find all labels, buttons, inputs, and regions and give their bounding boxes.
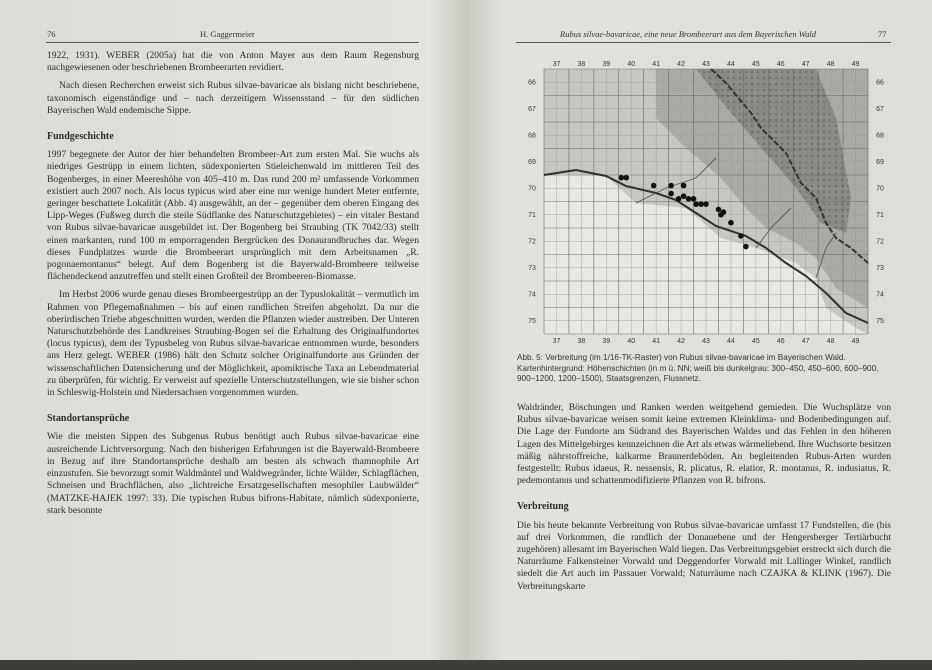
y-tick-label-left: 72: [528, 238, 536, 246]
occurrence-dot: [623, 175, 629, 181]
x-tick-label-top: 43: [702, 61, 710, 68]
page-number-left: 76: [47, 29, 56, 39]
x-tick-label-top: 42: [677, 61, 685, 68]
x-tick-label-bottom: 49: [851, 338, 860, 343]
left-page: [0, 0, 466, 660]
paragraph: Die bis heute bekannte Verbreitung von Rubus silvae-bavaricae umfasst 17 Fundstellen, die (bis auf drei Vorkommen, die randlich der Donauebene und der Hengersberger Tertiärbucht zugehören) allesamt im Bayerischen Wald liegen. Das Verbreitungsgebiet erstreckt sich durch die Naturräume Falkensteiner Vorwald und Deggendorfer Vorwald mit Lallinger Winkel, randlich siedelt die Art auch im Passauer Vorwald; Naturräume nach CZAJKA & KLINK (1967). Die Verbreitungskarte: [517, 519, 891, 592]
x-tick-label-bottom: 43: [702, 338, 710, 343]
y-tick-label-left: 73: [528, 264, 536, 272]
occurrence-dot: [728, 220, 734, 226]
occurrence-dot: [681, 183, 687, 189]
y-tick-label-right: 71: [876, 211, 884, 219]
paragraph: 1922, 1931). WEBER (2005a) hat die von Anton Mayer aus dem Raum Regensburg nachgewiesenen oder beschriebenen Brombeerarten revidiert.: [47, 50, 419, 74]
y-tick-label-left: 66: [528, 79, 536, 87]
y-tick-label-right: 69: [876, 158, 884, 166]
occurrence-dot: [693, 201, 699, 207]
table-surface: [0, 660, 932, 670]
occurrence-dot: [668, 183, 674, 189]
x-tick-label-bottom: 48: [826, 338, 835, 343]
x-tick-label-bottom: 40: [627, 338, 636, 343]
x-tick-label-bottom: 41: [652, 338, 661, 343]
occurrence-dot: [691, 196, 697, 202]
x-tick-label-top: 39: [602, 61, 611, 68]
occurrence-dot: [716, 207, 722, 213]
paragraph: Nach diesen Recherchen erweist sich Rubus silvae-bavaricae als bislang nicht beschriebene, taxonomisch eigenständige und – nach derzeitigem Wissensstand – für den südlichen Bayerischen Wald endemische Sippe.: [47, 80, 419, 116]
x-tick-label-top: 37: [552, 61, 561, 68]
occurrence-dot: [668, 191, 674, 197]
occurrence-dot: [698, 201, 704, 207]
y-tick-label-right: 68: [876, 132, 884, 140]
occurrence-dot: [681, 193, 687, 199]
y-tick-label-left: 69: [528, 158, 536, 166]
occurrence-dot: [651, 183, 657, 189]
x-tick-label-top: 44: [727, 61, 735, 68]
y-tick-label-left: 68: [528, 132, 536, 140]
y-tick-label-left: 70: [528, 185, 536, 193]
y-tick-label-right: 74: [876, 291, 884, 299]
section-heading: Standortansprüche: [47, 413, 130, 425]
x-tick-label-bottom: 47: [801, 338, 810, 343]
x-tick-label-bottom: 38: [577, 338, 586, 343]
y-tick-label-left: 75: [528, 317, 536, 325]
occurrence-dot: [618, 175, 624, 181]
header-rule-right: [516, 42, 891, 43]
occurrence-dot: [738, 233, 744, 239]
figure-caption: Abb. 5: Verbreitung (im 1/16-TK-Raster) von Rubus silvae-bavaricae im Bayerischen Wald. Kartenhintergrund: Höhenschichten (in m ü. NN; weiß bis dunkelgrau: 300–450, 450–600, 600–900, 900–1200, 1200–1500), Staatsgrenzen, Flussnetz.: [517, 353, 879, 384]
paragraph: 1997 begegnete der Autor der hier behandelten Brombeer-Art zum ersten Mal. Sie wuchs als niedriges Gestrüpp in einem lichten, südexponierten Stieleichenwald im mittleren Teil des Bogenberges, in einer Meereshöhe von 405–410 m. Das rund 200 m² umfassende Vorkommen existiert auch 2007 noch. Als locus typicus wird aber eine nur wenige hundert Meter entfernte, geringer beschattete Lokalität (Abb. 4) ausgewählt, an der – gegenüber dem oberen Eingang des Lipp-Weges (Fußweg durch die steile Südflanke des Naturschutzgebietes) – ein vitaler Bestand von Rubus silvae-bavaricae ausgebildet ist. Der Bogenberg bei Straubing (TK 7042/33) stellt einen markanten, rund 100 m emporragenden Bergrücken des Donaurandbruches dar. Wegen dieses Fundplatzes wurde die Brombeerart ursprünglich mit dem Arbeitsnamen „R. pogonaemontanus“ belegt. Auf dem Bogenberg ist die Bayerwald-Brombeere teilweise flächendeckend anzutreffen und stellt einen Großteil der Brombeeren-Biomasse.: [47, 149, 419, 283]
y-tick-label-right: 66: [876, 79, 884, 87]
x-tick-label-bottom: 39: [602, 338, 611, 343]
y-tick-label-left: 67: [528, 105, 536, 113]
x-tick-label-bottom: 46: [776, 338, 785, 343]
paragraph: Im Herbst 2006 wurde genau dieses Brombeergestrüpp an der Typuslokalität – vermutlich im Rahmen von Pflegemaßnahmen – bis auf einen randlichen Streifen abgeholzt. Da nur die oberirdischen Triebe abgeschnitten wurden, werden die Pflanzen wieder austreiben. Der Unteren Naturschutzbehörde des Landkreises Straubing-Bogen sei die Erhaltung des Originalfundortes (locus typicus), dem der Typusbeleg von Rubus silvae-bavaricae entnommen wurde, besonders ans Herz gelegt. WEBER (1986) hält den Schutz solcher Originalfundorte aus Gründen der wissenschaftlichen Datensicherung und der Möglichkeit, apomiktische Taxa an Lebendmaterial zu überprüfen, für wichtig. Er verweist auf spezielle Unterschutzstellungen, wie sie bisher schon in Schleswig-Holstein und Niedersachsen vorgenommen wurden.: [47, 289, 419, 399]
x-tick-label-bottom: 45: [751, 338, 760, 343]
x-tick-label-top: 45: [751, 61, 760, 68]
y-tick-label-left: 71: [528, 211, 536, 219]
section-heading: Verbreitung: [517, 501, 569, 513]
running-head-right: Rubus silvae-bavaricae, eine neue Brombeerart aus dem Bayerischen Wald: [560, 29, 816, 39]
y-tick-label-right: 75: [876, 317, 884, 325]
occurrence-dot: [743, 244, 749, 250]
running-head-left: H. Gaggermeier: [200, 29, 255, 39]
header-rule-left: [46, 42, 419, 43]
x-tick-label-bottom: 37: [552, 338, 561, 343]
y-tick-label-left: 74: [528, 291, 536, 299]
x-tick-label-top: 46: [776, 61, 785, 68]
occurrence-dot: [676, 196, 682, 202]
occurrence-dot: [721, 209, 727, 215]
x-tick-label-bottom: 42: [677, 338, 685, 343]
distribution-map: [516, 58, 896, 343]
y-tick-label-right: 73: [876, 264, 884, 272]
x-tick-label-top: 41: [652, 61, 661, 68]
right-page: [466, 0, 932, 660]
page-number-right: 77: [878, 29, 887, 39]
x-tick-label-bottom: 44: [727, 338, 735, 343]
paragraph: Waldränder, Böschungen und Ranken werden weitgehend gemieden. Die Wuchsplätze von Rubus silvae-bavaricae weisen somit keine extremen Kleinklima- und Bodenbedingungen auf. Die Lage der Fundorte am Südrand des Bayerischen Waldes und das Fehlen in den höheren Lagen des Mittelgebirges kennzeichnen die Art als etwas wärmeliebend. Ihre Wuchsorte besitzen mäßig nährstoffreiche, kalkarme Braunerdeböden. An begleitenden Rubus-Arten wurden festgestellt: Rubus idaeus, R. nessensis, R. plicatus, R. elatior, R. montanus, R. indusiatus, R. pedemontanus und schattenmodifizierte Pflanzen von R. bifrons.: [517, 402, 891, 487]
paragraph: Wie die meisten Sippen des Subgenus Rubus benötigt auch Rubus silvae-bavaricae eine ausreichende Lichtversorgung. Nach den bisherigen Erfahrungen ist die Bayerwald-Brombeere in Bezug auf ihre Standortansprüche deshalb am besten als schwach thamnophile Art einzustufen. Sie bevorzugt somit Waldmäntel und Waldwegränder, lichte Wälder, Schlagflächen, Schneisen und Brachflächen, also „lichtreiche Ersatzgesellschaften mesophiler Laubwälder“ (MATZKE-HAJEK 1997: 33). Die typischen Rubus bifrons-Habitate, nämlich südexponierte, stark besonnte: [47, 431, 419, 516]
x-tick-label-top: 38: [577, 61, 586, 68]
left-text-column: [47, 50, 419, 523]
x-tick-label-top: 48: [826, 61, 835, 68]
x-tick-label-top: 49: [851, 61, 860, 68]
x-tick-label-top: 47: [801, 61, 810, 68]
y-tick-label-right: 67: [876, 105, 884, 113]
x-tick-label-top: 40: [627, 61, 636, 68]
occurrence-dot: [703, 201, 709, 207]
right-text-column: [517, 402, 891, 599]
y-tick-label-right: 70: [876, 185, 884, 193]
occurrence-dot: [686, 196, 692, 202]
section-heading: Fundgeschichte: [47, 131, 114, 143]
y-tick-label-right: 72: [876, 238, 884, 246]
